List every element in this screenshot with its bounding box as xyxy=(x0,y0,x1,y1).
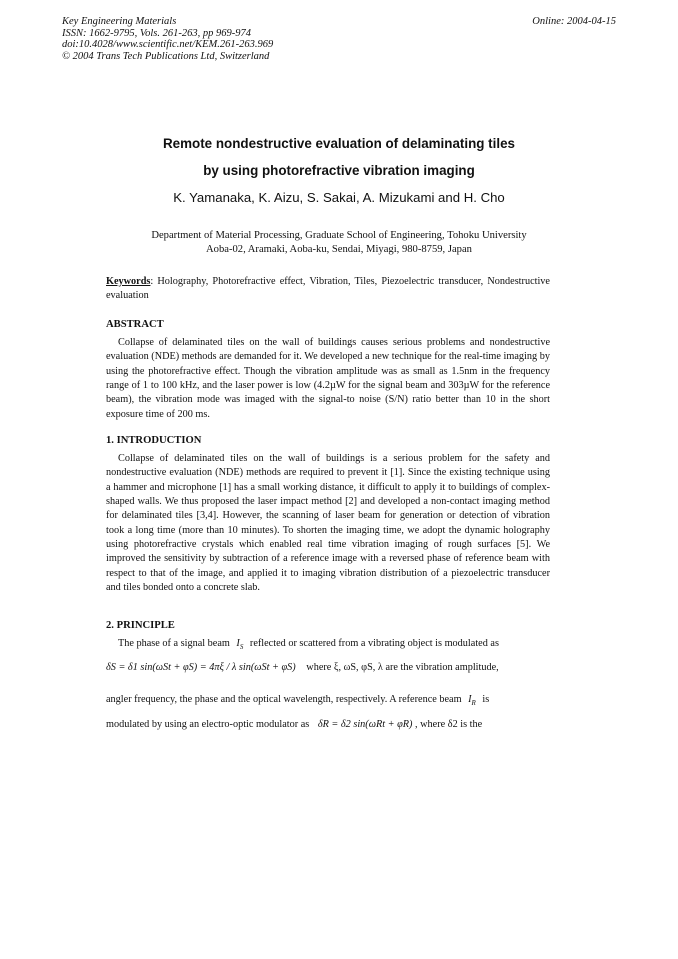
principle-line-3: angler frequency, the phase and the optical wavelength, respectively. A reference beam $I_R$ is xyxy=(106,694,490,708)
keywords-text: : Holography, Photorefractive effect, Vibration, Tiles, Piezoelectric transducer, Nondestructive evaluation xyxy=(106,276,550,302)
principle-heading: 2. PRINCIPLE xyxy=(106,620,175,631)
abstract-heading: ABSTRACT xyxy=(106,319,164,330)
keywords-block xyxy=(106,275,550,304)
online-date: Online: 2004-04-15 xyxy=(532,16,616,27)
principle-line-4: modulated by using an electro-optic modulator as δR = δ2 sin(ωRt + φR) , where δ2 is the xyxy=(106,719,483,730)
introduction-heading: 1. INTRODUCTION xyxy=(106,435,202,446)
signal-beam-symbol: I xyxy=(236,638,240,649)
principle-line-2: δS = δ1 sin(ωSt + φS) = 4πξ / λ sin(ωSt + φS) where ξ, ωS, φS, λ are the vibration amplitude, xyxy=(106,662,499,673)
equation-signal-phase: δS = δ1 sin(ωSt + φS) = 4πξ / λ sin(ωSt + φS) xyxy=(106,662,296,673)
journal-header xyxy=(62,16,273,62)
equation-reference-phase: δR = δ2 sin(ωRt + φR) xyxy=(317,719,413,730)
doi-line: doi:10.4028/www.scientific.net/KEM.261-263.969 xyxy=(62,39,274,50)
issn-line: ISSN: 1662-9795, Vols. 261-263, pp 969-974 xyxy=(62,27,251,39)
abstract-text: Collapse of delaminated tiles on the wall of buildings causes serious problems and nondestructive evaluation (NDE) methods are demanded for it. We developed a new technique for the real-time imaging by using the photorefractive effect. Though the vibration amplitude was as small as 1.5nm in the frequency range of 1 to 100 kHz, and the laser power is low (4.2µW for the signal beam and 303µW for the reference beam), the vibration mode was imaged with the signal-to noise (S/N) ratio better than 10 in the short exposure time of 200 ms. xyxy=(106,337,550,420)
paper-title-line-2: by using photorefractive vibration imaging xyxy=(203,163,475,178)
author-list: K. Yamanaka, K. Aizu, S. Sakai, A. Mizukami and H. Cho xyxy=(173,190,505,205)
reference-beam-symbol: I xyxy=(468,694,472,705)
principle-line-1: The phase of a signal beam $I_S$ reflected or scattered from a vibrating object is modulated as xyxy=(118,638,499,652)
introduction-text: Collapse of delaminated tiles on the wall of buildings is a serious problem for the safety and nondestructive evaluation (NDE) methods are required to prevent it [1]. Since the existing technique using a hammer and microphone [1] has a small working distance, it difficult to apply it to buildings of complex-shaped walls. We thus proposed the laser impact method [2] and developed a non-contact imaging method for delaminated tiles [3,4]. However, the scanning of laser beam for generation or detection of vibration took a long time (more than 10 minutes). To shorten the imaging time, we adopt the dynamic holography using photorefractive crystals which enabled real time vibration imaging of rough surfaces [5]. We improved the sensitivity by subtraction of a reference image with a reversed phase of reference beam with respect to that of the image, and applied it to imaging vibration distribution of a piezoelectric transducer and tiles bonded onto a concrete slab. xyxy=(106,453,550,594)
affiliation-line-1: Department of Material Processing, Graduate School of Engineering, Tohoku University xyxy=(151,230,527,241)
keywords-label: Keywords xyxy=(106,276,151,287)
copyright-line: © 2004 Trans Tech Publications Ltd, Switzerland xyxy=(62,50,270,62)
journal-name: Key Engineering Materials xyxy=(62,16,177,27)
affiliation-line-2: Aoba-02, Aramaki, Aoba-ku, Sendai, Miyagi, 980-8759, Japan xyxy=(206,244,472,255)
paper-title-line-1: Remote nondestructive evaluation of delaminating tiles xyxy=(163,136,515,151)
